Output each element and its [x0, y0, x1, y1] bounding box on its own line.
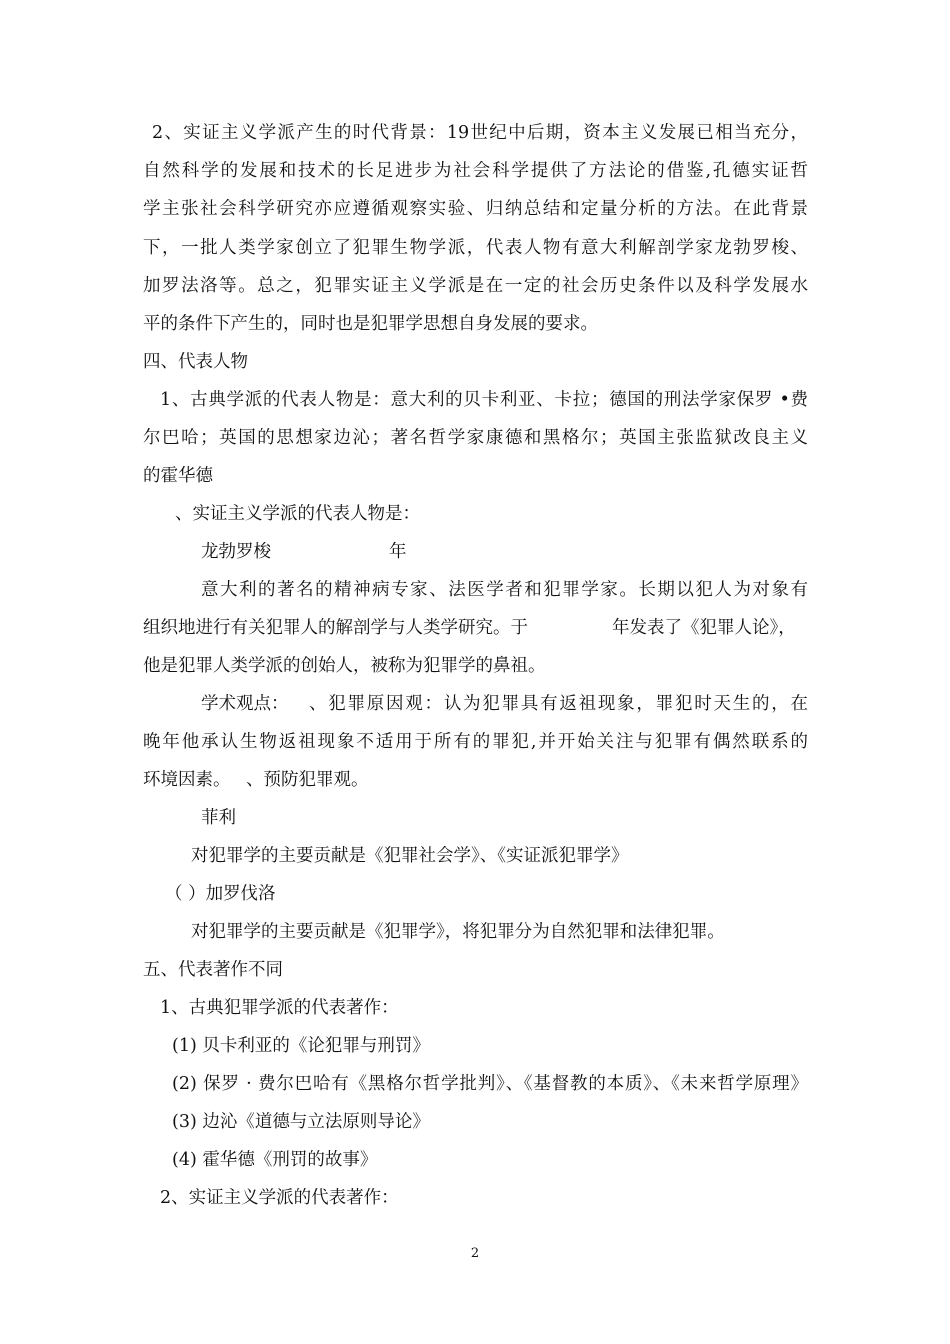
list-item: (3) 边沁《道德与立法原则导论》 — [172, 1112, 430, 1132]
year-label: 年 — [389, 542, 407, 562]
text-line: 他是犯罪人类学派的创始人，被称为犯罪学的鼻祖。 — [143, 656, 546, 676]
views-label: 学术观点： — [201, 694, 289, 714]
page-number: 2 — [470, 1246, 480, 1261]
subsection-heading: 、实证主义学派的代表人物是： — [175, 504, 420, 524]
list-item: (2) 保罗 · 费尔巴哈有《黑格尔哲学批判》、《基督教的本质》、《未来哲学原理》 — [172, 1074, 808, 1094]
section-heading: 四、代表人物 — [143, 352, 248, 372]
text-line: 1、古典学派的代表人物是：意大利的贝卡利亚、卡拉；德国的刑法学家保罗 •费 — [160, 390, 808, 410]
text-line: 年发表了《犯罪人论》， — [612, 618, 796, 638]
text-line: 自然科学的发展和技术的长足进步为社会科学提供了方法论的借鉴,孔德实证哲 — [143, 161, 808, 181]
text-line: 晚年他承认生物返祖现象不适用于所有的罪犯,并开始关注与犯罪有偶然联系的 — [143, 732, 808, 752]
list-item: (1) 贝卡利亚的《论犯罪与刑罚》 — [172, 1036, 430, 1056]
text-line: 尔巴哈；英国的思想家边沁；著名哲学家康德和黑格尔；英国主张监狱改良主义 — [143, 428, 808, 448]
section-heading: 五、代表著作不同 — [143, 960, 283, 980]
text-line: 平的条件下产生的，同时也是犯罪学思想自身发展的要求。 — [143, 314, 598, 334]
text-line: 对犯罪学的主要贡献是《犯罪学》，将犯罪分为自然犯罪和法律犯罪。 — [191, 922, 725, 942]
text-line: 的霍华德 — [143, 466, 213, 486]
text-line: 下，一批人类学家创立了犯罪生物学派，代表人物有意大利解剖学家龙勃罗梭、 — [143, 238, 808, 258]
text-line: 对犯罪学的主要贡献是《犯罪社会学》、《实证派犯罪学》 — [191, 846, 629, 866]
person-name: 菲利 — [201, 808, 236, 828]
list-item: (4) 霍华德《刑罚的故事》 — [172, 1150, 378, 1170]
text-line: 环境因素。 — [143, 770, 231, 790]
text-line: 意大利的著名的精神病专家、法医学者和犯罪学家。长期以犯人为对象有 — [201, 580, 808, 600]
text-line: 组织地进行有关犯罪人的解剖学与人类学研究。于 — [143, 618, 528, 638]
subsection-heading: 1、古典犯罪学派的代表著作： — [160, 998, 399, 1018]
text-line: 、预防犯罪观。 — [246, 770, 369, 790]
text-line: 加罗法洛等。总之，犯罪实证主义学派是在一定的社会历史条件以及科学发展水 — [143, 276, 808, 296]
person-name: 龙勃罗梭 — [201, 542, 271, 562]
person-name: （ ）加罗伐洛 — [165, 884, 276, 904]
subsection-heading: 2、实证主义学派的代表著作： — [160, 1188, 399, 1208]
text-line: 学主张社会科学研究亦应遵循观察实验、归纳总结和定量分析的方法。在此背景 — [143, 199, 808, 219]
text-line: 、犯罪原因观：认为犯罪具有返祖现象，罪犯时天生的，在 — [309, 694, 808, 714]
text-line: 2、实证主义学派产生的时代背景：19世纪中后期，资本主义发展已相当充分， — [152, 123, 808, 143]
